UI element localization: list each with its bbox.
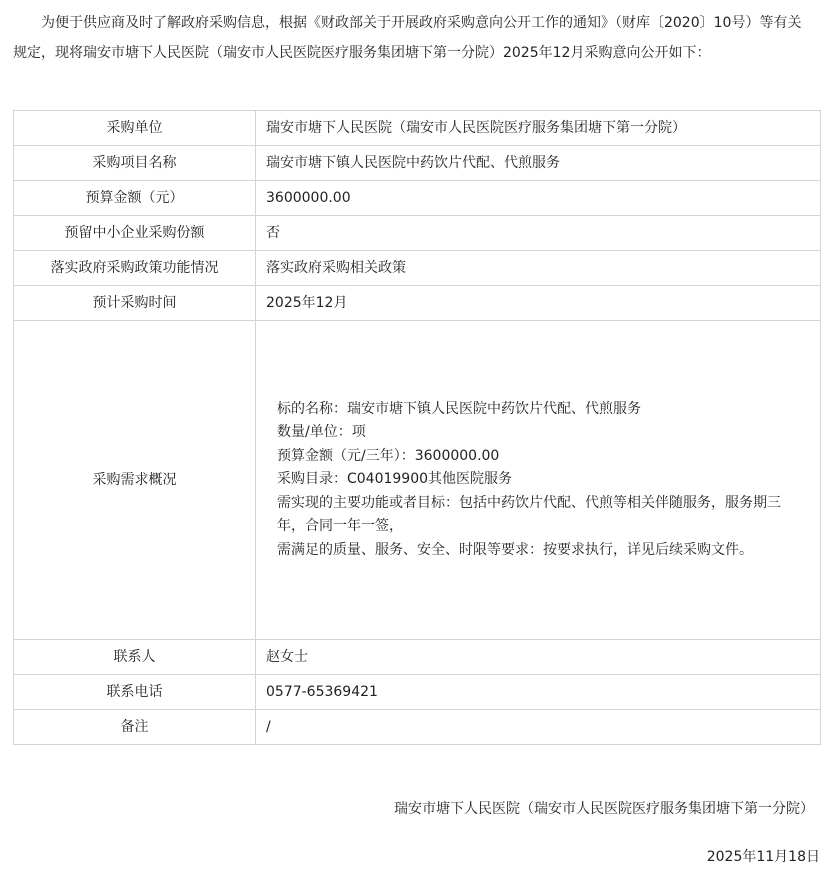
requirement-line: 需实现的主要功能或者目标：包括中药饮片代配、代煎等相关伴随服务，服务期三年，合同一年一签， xyxy=(277,494,781,535)
row-label: 落实政府采购政策功能情况 xyxy=(14,251,256,286)
row-value: 3600000.00 xyxy=(256,181,821,216)
row-value: 落实政府采购相关政策 xyxy=(256,251,821,286)
table-row xyxy=(14,675,821,710)
row-label: 预算金额（元） xyxy=(14,181,256,216)
table-row xyxy=(14,251,821,286)
row-value: 2025年12月 xyxy=(256,286,821,321)
footer-organization: 瑞安市塘下人民医院（瑞安市人民医院医疗服务集团塘下第一分院） xyxy=(394,801,814,817)
row-label: 采购需求概况 xyxy=(14,321,256,640)
table-row xyxy=(14,640,821,675)
row-value: 否 xyxy=(256,216,821,251)
row-label: 预留中小企业采购份额 xyxy=(14,216,256,251)
requirement-line: 采购目录：C04019900其他医院服务 xyxy=(277,471,513,488)
row-label: 采购单位 xyxy=(14,111,256,146)
row-value: 赵女士 xyxy=(256,640,821,675)
row-value: / xyxy=(256,710,821,745)
procurement-intent-table xyxy=(13,110,821,745)
row-label: 备注 xyxy=(14,710,256,745)
requirements-row xyxy=(14,321,821,640)
requirement-line: 需满足的质量、服务、安全、时限等要求：按要求执行，详见后续采购文件。 xyxy=(277,541,753,558)
row-value: 瑞安市塘下镇人民医院中药饮片代配、代煎服务 xyxy=(256,146,821,181)
row-label: 预计采购时间 xyxy=(14,286,256,321)
row-label: 采购项目名称 xyxy=(14,146,256,181)
requirements-cell xyxy=(256,321,821,640)
table-row xyxy=(14,216,821,251)
requirements-list xyxy=(266,398,810,563)
table-row xyxy=(14,181,821,216)
intro-paragraph: 为便于供应商及时了解政府采购信息，根据《财政部关于开展政府采购意向公开工作的通知》（财库〔2020〕10号）等有关规定，现将瑞安市塘下人民医院（瑞安市人民医院医疗服务集团塘下第一分院）2025年12月采购意向公开如下： xyxy=(13,15,802,61)
row-label: 联系电话 xyxy=(14,675,256,710)
row-value: 0577-65369421 xyxy=(256,675,821,710)
row-value: 瑞安市塘下人民医院（瑞安市人民医院医疗服务集团塘下第一分院） xyxy=(256,111,821,146)
requirement-line: 标的名称：瑞安市塘下镇人民医院中药饮片代配、代煎服务 xyxy=(277,400,641,417)
table-row xyxy=(14,286,821,321)
footer-date: 2025年11月18日 xyxy=(706,849,820,865)
requirement-line: 数量/单位：项 xyxy=(277,424,366,441)
row-label: 联系人 xyxy=(14,640,256,675)
requirement-line: 预算金额（元/三年）：3600000.00 xyxy=(277,447,500,464)
table-row xyxy=(14,111,821,146)
table-row xyxy=(14,146,821,181)
table-row xyxy=(14,710,821,745)
